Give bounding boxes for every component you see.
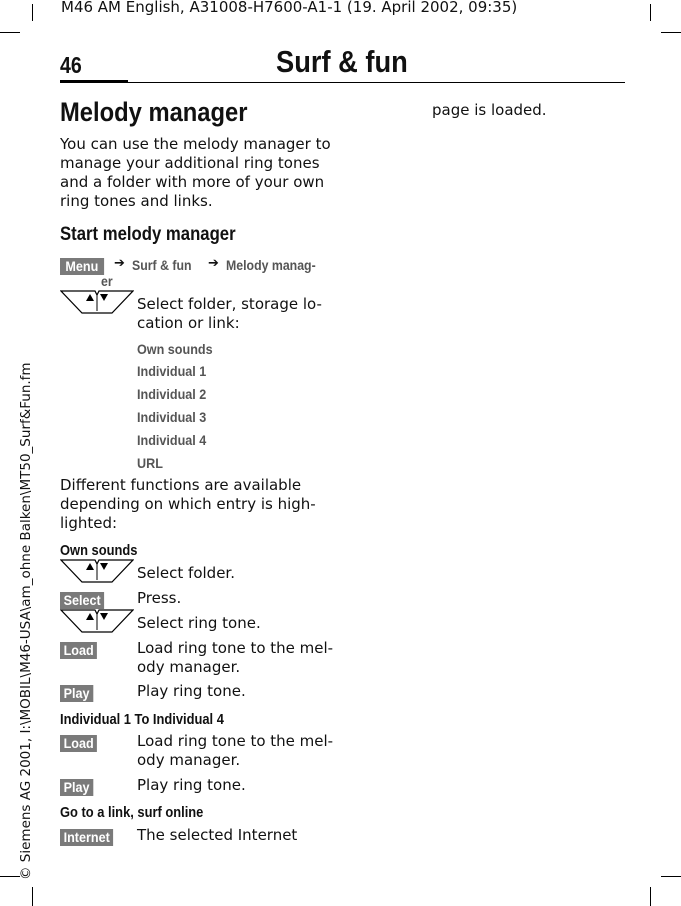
copyright-sidebar: © Siemens AG 2001, I:\MOBIL\M46-USA\am_ohne Balken\MT50_Surf&Fun.fm: [18, 362, 34, 880]
option-own-sounds: Own sounds: [137, 341, 213, 357]
option-individual-1: Individual 1: [137, 363, 207, 379]
option-individual-4: Individual 4: [137, 432, 207, 448]
heading-melody-manager: Melody manager: [60, 97, 248, 127]
select-folder-text: Select folder, storage lo- cation or link:: [137, 295, 322, 332]
file-info-header: M46 AM English, A31008-H7600-A1-1 (19. April 2002, 09:35): [61, 0, 518, 16]
crop-mark: [650, 4, 651, 21]
step-text: Play ring tone.: [137, 682, 246, 700]
navigation-key-icon: [60, 558, 134, 588]
navigation-key-icon: [60, 289, 134, 319]
load-key: Load: [60, 733, 101, 752]
option-url: URL: [137, 455, 163, 471]
header-rule-thick: [60, 80, 128, 83]
arrow-right-icon: ➔: [114, 256, 125, 271]
step-text: Load ring tone to the mel- ody manager.: [137, 639, 334, 676]
menu-key: Menu: [60, 256, 109, 275]
heading-go-to-link: Go to a link, surf online: [60, 804, 204, 821]
option-individual-2: Individual 2: [137, 386, 207, 402]
crop-mark: [650, 887, 651, 906]
crop-mark: [32, 887, 33, 906]
step-text: The selected Internet: [137, 826, 298, 844]
step-text: Load ring tone to the mel- ody manager.: [137, 732, 334, 769]
menu-path-item: Melody manag-: [226, 257, 316, 273]
heading-individual: Individual 1 To Individual 4: [60, 711, 224, 728]
step-text: Press.: [137, 589, 182, 607]
intro-paragraph: You can use the melody manager to manage your additional ring tones and a folder with more of your own ring tones and links.: [60, 135, 331, 210]
page-number: 46: [60, 52, 82, 78]
heading-start-melody-manager: Start melody manager: [60, 224, 236, 245]
heading-own-sounds: Own sounds: [60, 542, 138, 559]
internet-key: Internet: [60, 827, 119, 846]
menu-path-item-cont: er: [101, 273, 113, 289]
play-key: Play: [60, 683, 97, 702]
load-key: Load: [60, 640, 101, 659]
section-title: Surf & fun: [276, 44, 408, 79]
functions-paragraph: Different functions are available depending on which entry is high- lighted:: [60, 476, 316, 532]
menu-path-item: Surf & fun: [132, 257, 192, 273]
header-rule: [128, 82, 625, 83]
step-text: Play ring tone.: [137, 776, 246, 794]
crop-mark: [32, 4, 33, 21]
crop-mark: [661, 32, 681, 33]
crop-mark: [661, 876, 681, 877]
crop-mark: [0, 32, 20, 33]
select-key: Select: [60, 590, 109, 609]
navigation-key-icon: [60, 608, 134, 638]
option-individual-3: Individual 3: [137, 409, 207, 425]
arrow-right-icon: ➔: [208, 256, 219, 271]
play-key: Play: [60, 777, 97, 796]
continued-text: page is loaded.: [432, 101, 547, 119]
crop-mark: [0, 876, 20, 877]
step-text: Select ring tone.: [137, 614, 261, 632]
step-text: Select folder.: [137, 564, 235, 582]
